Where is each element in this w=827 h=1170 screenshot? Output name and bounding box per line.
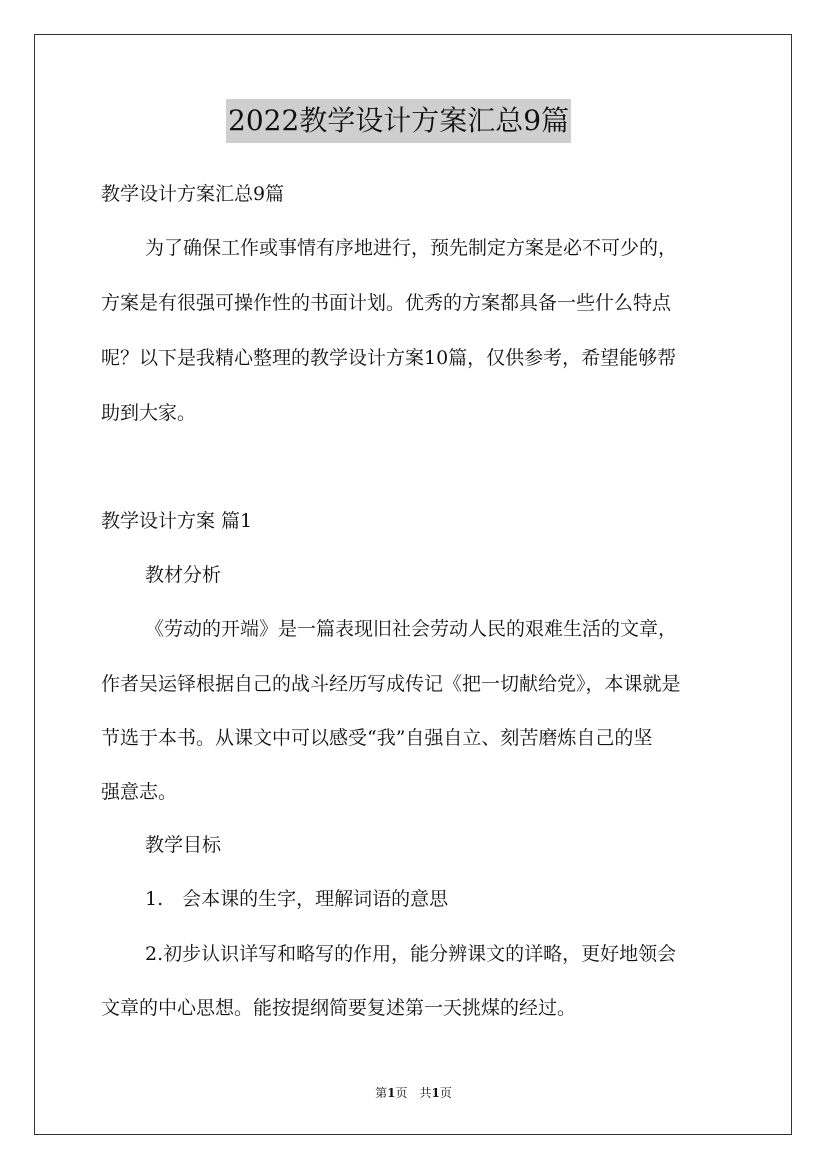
material-line-1: 《劳动的开端》是一篇表现旧社会劳动人民的艰难生活的文章， xyxy=(145,618,678,640)
material-heading: 教材分析 xyxy=(145,564,222,586)
material-line-2: 作者吴运铎根据自己的战斗经历写成传记《把一切献给党》，本课就是 xyxy=(101,673,681,695)
goal-2-line-1: 2.初步认识详写和略写的作用，能分辨课文的详略，更好地领会 xyxy=(145,943,677,965)
footer-page-total: 1 xyxy=(431,1086,440,1100)
goal-1: 1. 会本课的生字，理解词语的意思 xyxy=(145,888,449,910)
intro-line-2: 方案是有很强可操作性的书面计划。优秀的方案都具备一些什么特点 xyxy=(101,292,672,314)
footer-page-current: 1 xyxy=(387,1086,396,1100)
document-title: 2022教学设计方案汇总9篇 xyxy=(226,99,571,143)
goal-2-line-2: 文章的中心思想。能按提纲简要复述第一天挑煤的经过。 xyxy=(101,997,577,1019)
intro-line-3: 呢？以下是我精心整理的教学设计方案10篇，仅供参考，希望能够帮 xyxy=(101,347,677,369)
goals-heading: 教学目标 xyxy=(145,834,222,856)
footer-page-prefix: 第 xyxy=(375,1086,388,1100)
section-heading: 教学设计方案 篇1 xyxy=(101,510,253,532)
document-subtitle: 教学设计方案汇总9篇 xyxy=(101,183,285,205)
material-line-3: 节选于本书。从课文中可以感受“我”自强自立、刻苦磨炼自己的坚 xyxy=(101,727,653,749)
intro-line-1: 为了确保工作或事情有序地进行，预先制定方案是必不可少的， xyxy=(145,237,678,259)
footer-page-mid: 页 共 xyxy=(395,1086,432,1100)
page-footer xyxy=(0,1085,827,1101)
material-line-4: 强意志。 xyxy=(101,781,178,803)
intro-line-4: 助到大家。 xyxy=(101,402,197,424)
footer-page-suffix: 页 xyxy=(439,1086,452,1100)
